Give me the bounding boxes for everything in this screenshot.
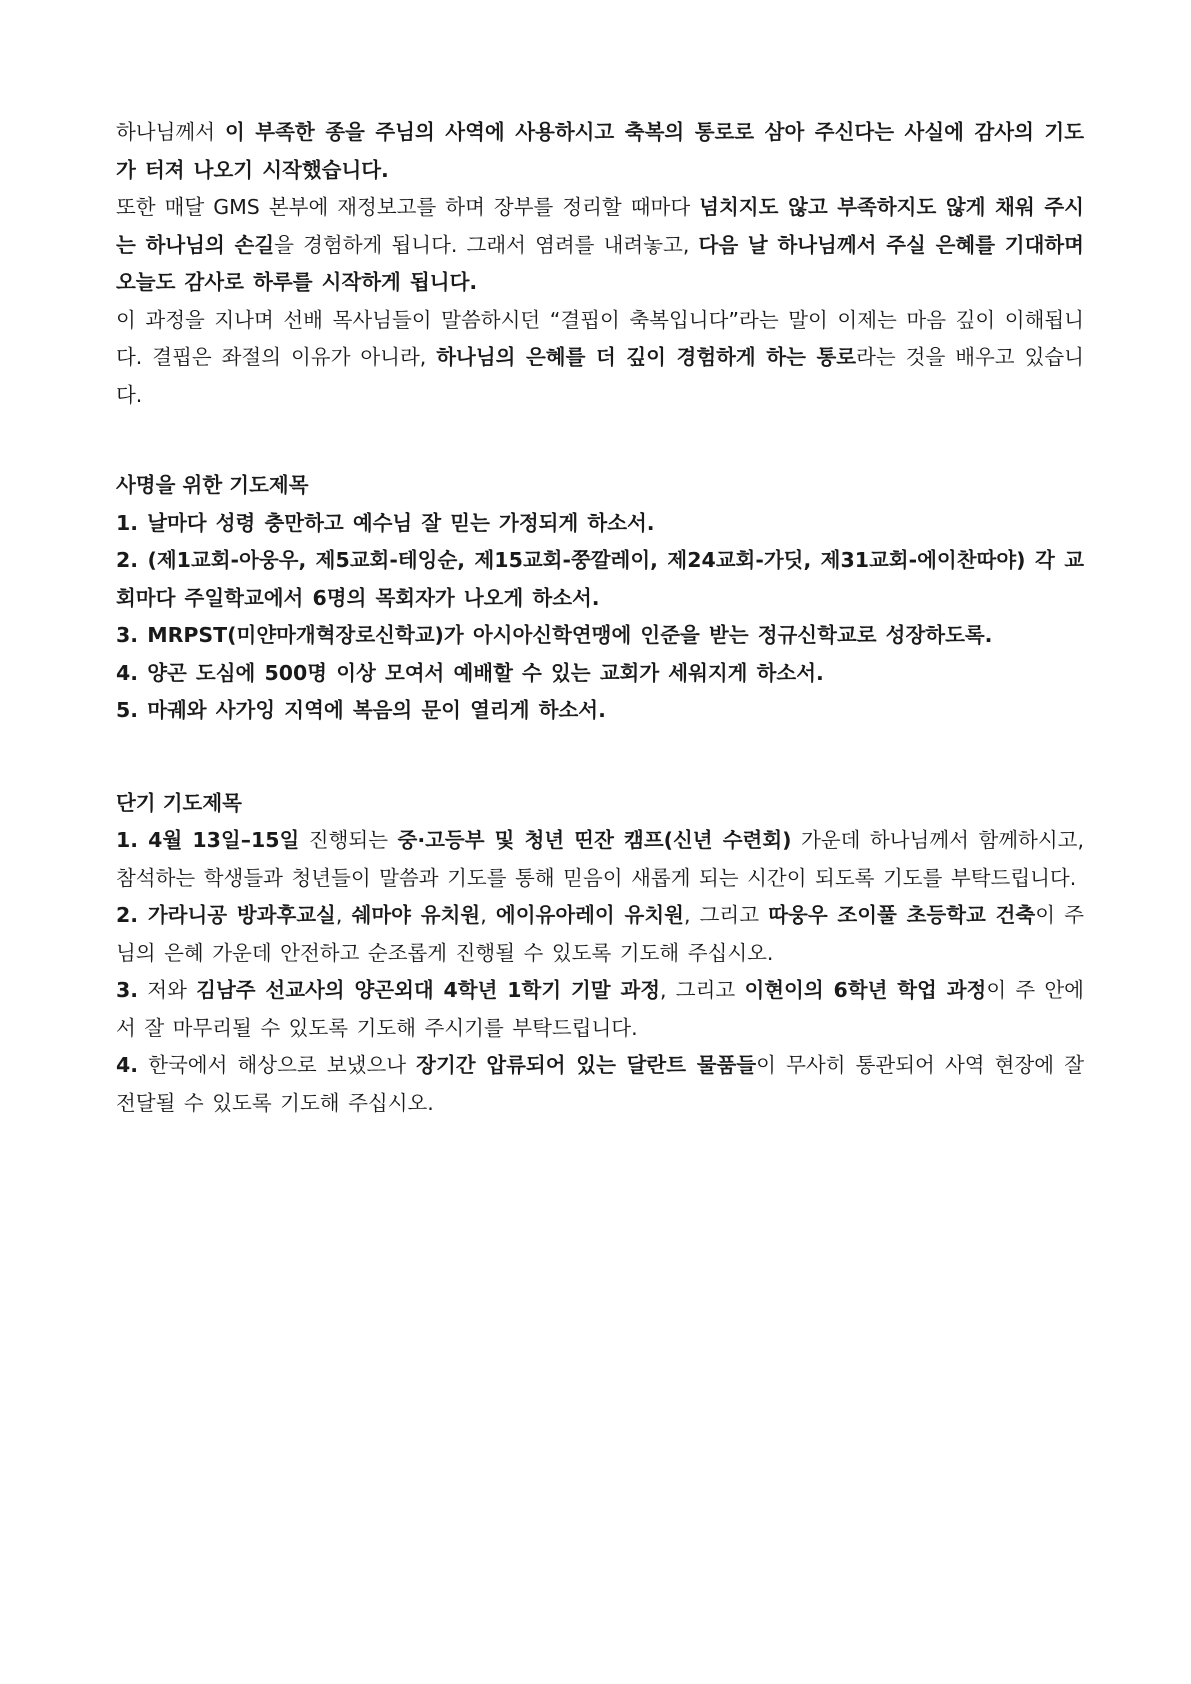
intro-paragraph-1 [116, 114, 1084, 189]
bold-text-run: 넘치지도 않고 부족하지도 않게 채워 주시는 하나님의 손길 [116, 195, 1084, 257]
missions-section [116, 467, 1084, 730]
bold-text-run: 따웅우 조이풀 초등학교 건축 [768, 903, 1036, 927]
missions-item-2: 2. (제1교회-아웅우, 제5교회-테잉순, 제15교회-쭝깔레이, 제24교회-가딧, 제31교회-에이찬따야) 각 교회마다 주일학교에서 6명의 목회자가 나오게 하소서. [116, 548, 1084, 610]
missions-item-3: 3. MRPST(미얀마개혁장로신학교)가 아시아신학연맹에 인준을 받는 정규신학교로 성장하도록. [116, 623, 993, 647]
intro-paragraph-3 [116, 302, 1084, 415]
missions-item-4: 4. 양곤 도심에 500명 이상 모여서 예배할 수 있는 교회가 세워지게 하소서. [116, 660, 824, 685]
text-run: 을 경험하게 됩니다. 그래서 염려를 내려놓고, [274, 232, 699, 257]
bold-text-run: 다음 날 하나님께서 주실 은혜를 기대하며 오늘도 감사로 하루를 시작하게 됩니다. [116, 232, 1084, 294]
text-run: 진행되는 [299, 828, 398, 852]
bold-text-run: 2. 가라니공 방과후교실 [116, 903, 336, 927]
missions-heading: 사명을 위한 기도제목 [116, 473, 309, 497]
text-run: 라는 것을 배우고 있습니다. [116, 345, 1084, 407]
section-spacer [116, 414, 1084, 467]
bold-text-run: 3. [116, 978, 139, 1002]
text-run: , 그리고 [683, 903, 769, 927]
intro-paragraph-2 [116, 189, 1084, 302]
text-run: 또한 매달 GMS 본부에 재정보고를 하며 장부를 정리할 때마다 [116, 195, 700, 219]
text-run: 가운데 하나님께서 함께하시고, 참석하는 학생들과 청년들이 말씀과 기도를 통해 믿음이 새롭게 되는 시간이 되도록 기도를 부탁드립니다. [116, 828, 1084, 890]
shortterm-heading: 단기 기도제목 [116, 790, 242, 815]
bold-text-run: 중·고등부 및 청년 띤잔 캠프(신년 수련회) [397, 828, 792, 852]
shortterm-section [116, 785, 1084, 1123]
text-run: , [480, 903, 496, 927]
bold-text-run: 쉐마야 유치원 [351, 903, 481, 927]
bold-text-run: 김남주 선교사의 양곤외대 4학년 1학기 기말 과정 [196, 978, 661, 1002]
text-run: 이 과정을 지나며 선배 목사님들이 말씀하시던 “결핍이 축복입니다”라는 말이 이제는 마음 깊이 이해됩니다. 결핍은 좌절의 이유가 아니라, [116, 307, 1084, 369]
bold-text-run: 이현이의 6학년 학업 과정 [744, 978, 987, 1002]
bold-text-run: 1. 4월 13일–15일 [116, 828, 300, 852]
text-run: 하나님께서 [116, 120, 225, 144]
section-spacer [116, 730, 1084, 785]
bold-text-run: 장기간 압류되어 있는 달란트 물품들 [416, 1053, 757, 1077]
text-run: 저와 [138, 978, 197, 1002]
bold-text-run: 에이유아레이 유치원 [495, 903, 684, 927]
bold-text-run: 하나님의 은혜를 더 깊이 경험하게 하는 통로 [436, 345, 857, 369]
missions-item-1: 1. 날마다 성령 충만하고 예수님 잘 믿는 가정되게 하소서. [116, 510, 655, 535]
text-run: 한국에서 해상으로 보냈으나 [138, 1053, 417, 1077]
text-run: , [335, 903, 352, 927]
shortterm-item-1 [116, 822, 1084, 897]
text-run: 이 주 안에서 잘 마무리될 수 있도록 기도해 주시기를 부탁드립니다. [116, 978, 1084, 1040]
shortterm-item-4 [116, 1047, 1084, 1122]
bold-text-run: 이 부족한 종을 주님의 사역에 사용하시고 축복의 통로로 삼아 주신다는 사실에 감사의 기도가 터져 나오기 시작했습니다. [116, 120, 1085, 182]
text-run: , 그리고 [660, 978, 745, 1002]
shortterm-item-2 [116, 897, 1084, 972]
shortterm-item-3 [116, 972, 1084, 1047]
text-run: 이 주님의 은혜 가운데 안전하고 순조롭게 진행될 수 있도록 기도해 주십시오. [116, 903, 1085, 965]
missions-item-5: 5. 마궤와 사가잉 지역에 복음의 문이 열리게 하소서. [116, 698, 606, 722]
text-run: 이 무사히 통관되어 사역 현장에 잘 전달될 수 있도록 기도해 주십시오. [116, 1053, 1084, 1115]
bold-text-run: 4. [116, 1053, 139, 1077]
document-page [116, 114, 1084, 1122]
